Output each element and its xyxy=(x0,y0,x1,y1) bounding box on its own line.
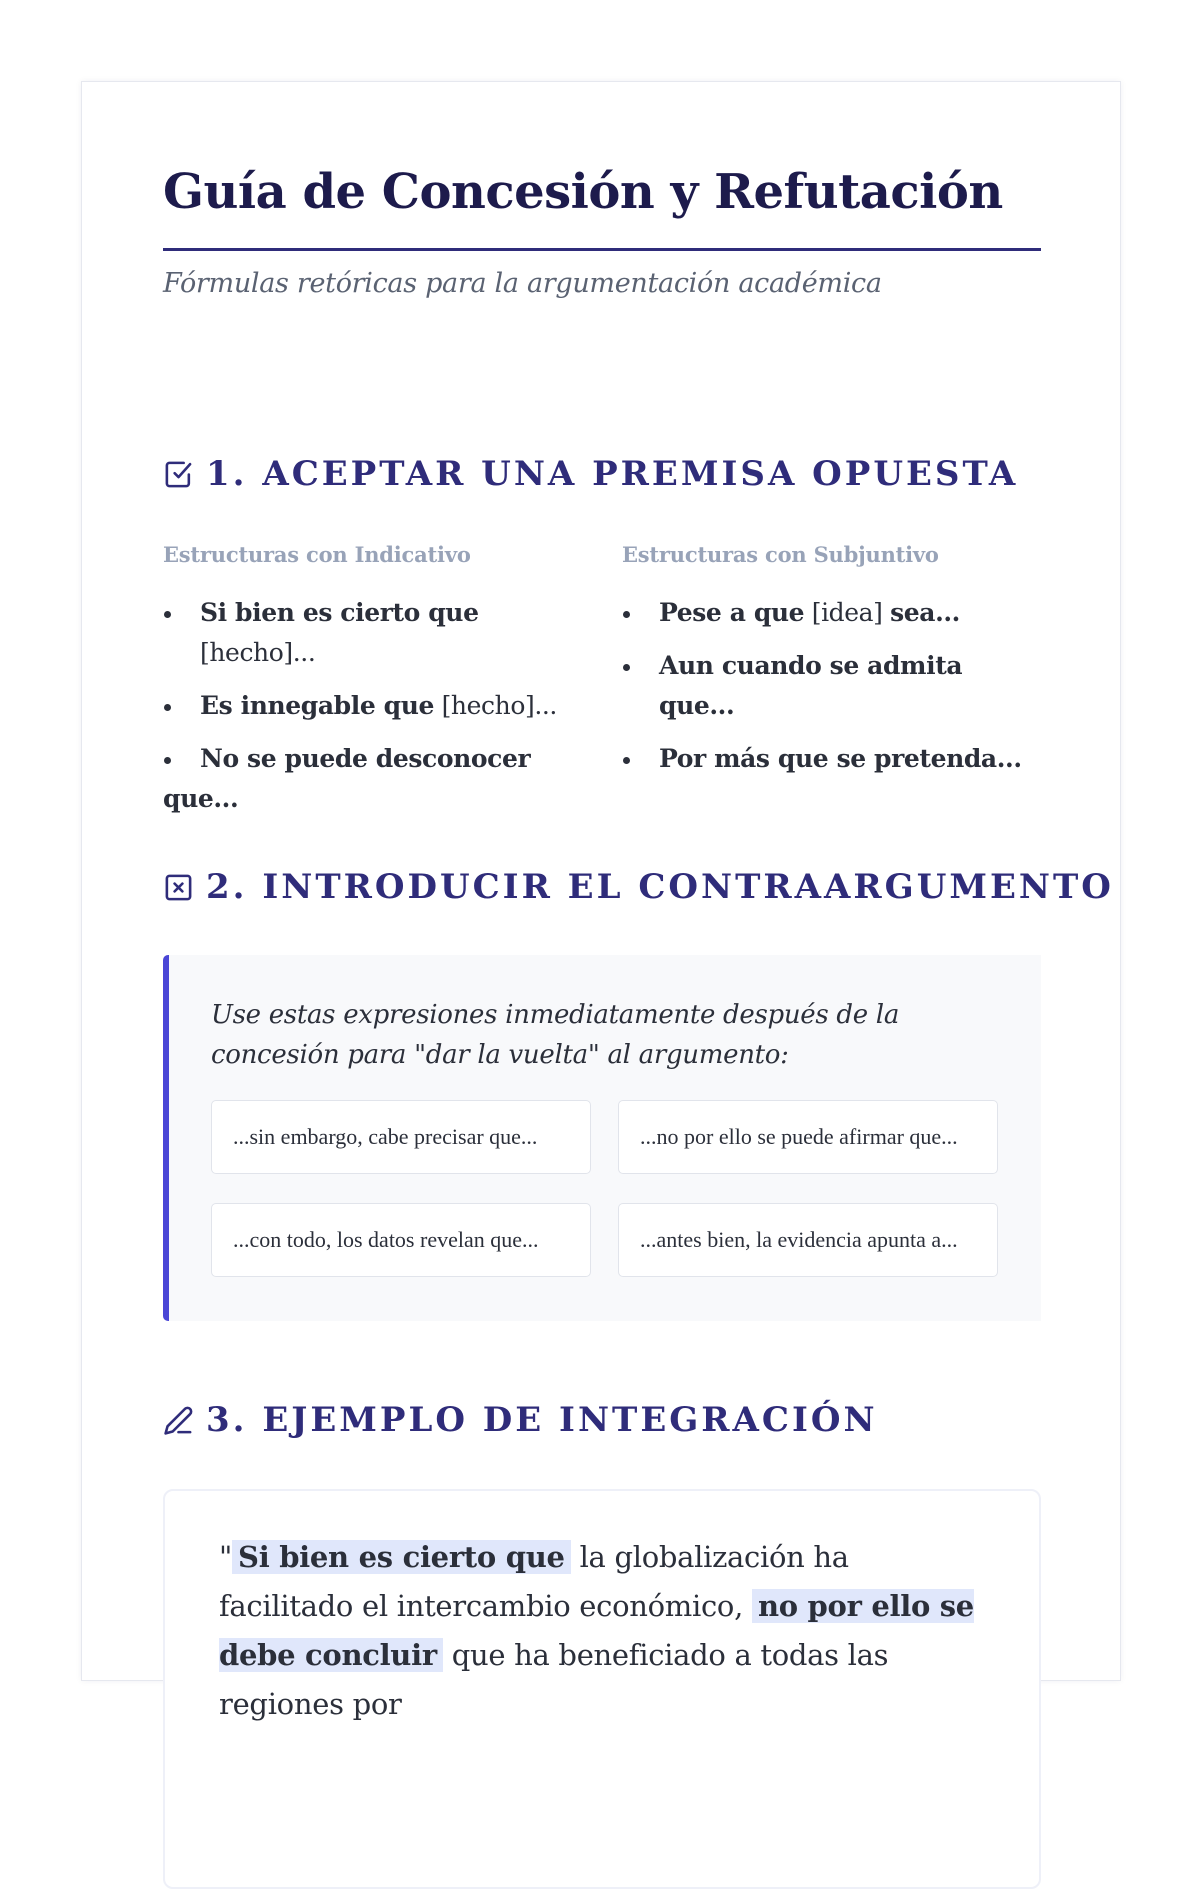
example-paragraph xyxy=(219,1533,989,1729)
phrase-placeholder: [hecho]... xyxy=(200,638,316,667)
indicative-column xyxy=(163,542,583,832)
list-item xyxy=(163,739,583,819)
x-square-icon xyxy=(163,872,194,903)
pencil-icon xyxy=(163,1405,194,1436)
phrase-placeholder: [idea] xyxy=(811,598,883,627)
phrase-bold: Si bien es cierto que xyxy=(200,598,479,627)
list-item xyxy=(622,646,1042,726)
phrase-bold: No se puede desconocer que... xyxy=(163,744,531,813)
phrase-bold: Por más que se pretenda... xyxy=(659,744,1022,773)
highlight-refutation: no por ello se debe concluir xyxy=(219,1589,974,1672)
page-subtitle: Fórmulas retóricas para la argumentación académica xyxy=(163,268,882,299)
phrase-card: ...sin embargo, cabe precisar que... xyxy=(211,1100,591,1174)
phrase-card: ...antes bien, la evidencia apunta a... xyxy=(618,1203,998,1277)
phrase-bold: Es innegable que xyxy=(200,691,435,720)
section-1-title: 1. ACEPTAR UNA PREMISA OPUESTA xyxy=(206,454,1019,494)
phrase-bold: Aun cuando se admita que... xyxy=(659,651,963,720)
example-box xyxy=(163,1489,1041,1889)
page-title: Guía de Concesión y Refutación xyxy=(163,164,1003,220)
phrase-bold: Pese a que xyxy=(659,598,805,627)
section-2-title: 2. INTRODUCIR EL CONTRAARGUMENTO xyxy=(206,867,1114,907)
highlight-concession: Si bien es cierto que xyxy=(232,1540,571,1574)
list-item xyxy=(163,593,583,673)
list-item xyxy=(622,739,1042,779)
subjunctive-title: Estructuras con Subjuntivo xyxy=(622,542,939,567)
section-2-heading xyxy=(163,867,1114,907)
guide-card xyxy=(81,81,1121,1721)
indicative-list xyxy=(163,593,583,819)
title-divider xyxy=(163,248,1041,251)
phrase-card: ...no por ello se puede afirmar que... xyxy=(618,1100,998,1174)
section-1-heading xyxy=(163,454,1018,494)
phrase-tail: sea... xyxy=(890,598,960,627)
list-item xyxy=(622,593,1042,633)
checkbox-icon xyxy=(163,459,194,490)
contraargument-box xyxy=(163,955,1041,1321)
indicative-title: Estructuras con Indicativo xyxy=(163,542,471,567)
usage-note: Use estas expresiones inmediatamente después de la concesión para "dar la vuelta" al argumento: xyxy=(211,1000,900,1070)
phrase-placeholder: [hecho]... xyxy=(441,691,557,720)
list-item xyxy=(163,686,583,726)
example-text-2: que ha beneficiado a todas las regiones por xyxy=(219,1638,889,1721)
open-quote: " xyxy=(219,1540,233,1574)
example-text-1: la globalización ha facilitado el intercambio económico, xyxy=(219,1540,849,1623)
subjunctive-list xyxy=(622,593,1042,779)
section-3-title: 3. EJEMPLO DE INTEGRACIÓN xyxy=(206,1400,878,1440)
phrase-card: ...con todo, los datos revelan que... xyxy=(211,1203,591,1277)
section-3-heading xyxy=(163,1400,878,1440)
subjunctive-column xyxy=(622,542,1042,792)
